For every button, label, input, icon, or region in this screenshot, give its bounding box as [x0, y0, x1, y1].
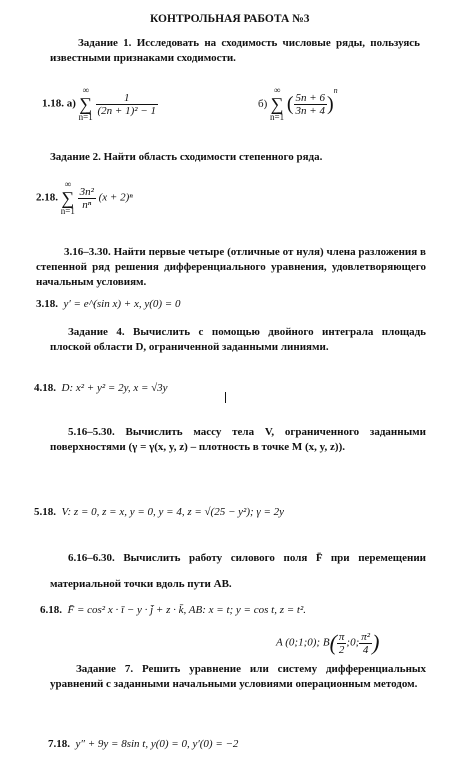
task6-points: A (0;1;0); B( $\frac{\pi}{2}$ ;0; $\frac{\text{π²}}{4}$ ) [276, 630, 380, 656]
task1-b: б) ∞ ∑ n=1 ( $\frac{5n + 6}{3n + 4}$ )$^n$ [258, 85, 338, 123]
task5-text: 5.16–5.30. Вычислить массу тела V, ограниченного заданными поверхностями (γ = γ(x, y, z) – плотность в точке M (x, y, z)). [50, 426, 426, 453]
task7-equation: 7.18. y″ + 9y = 8sin t, y(0) = 0, y′(0) = −2 [48, 738, 239, 750]
task5-equation: 5.18. V: z = 0, z = x, y = 0, y = 4, z = √(25 − y²); γ = 2y [34, 506, 285, 518]
sum-sign-icon: ∞ ∑ n=1 [60, 179, 75, 216]
task4-text: Задание 4. Вычислить с помощью двойного интеграла площадь плоской области D, ограниченной заданными линиями. [50, 326, 426, 353]
task6-equation: 6.18. F̄ = cos² x · ī − y · j̄ + z · k̄, AB: x = t; y = cos t, z = t². [40, 604, 306, 616]
task1-a: 1.18. а) ∞ ∑ n=1 $\frac{1}{\text{(2n + 1)² − 1}}$ [42, 85, 156, 122]
sum-sign-icon: ∞ ∑ n=1 [270, 85, 285, 123]
page-title: КОНТРОЛЬНАЯ РАБОТА №3 [150, 13, 310, 25]
task3-text: 3.16–3.30. Найти первые четыре (отличные от нуля) члена разложения в степенной ряд решения дифференциального уравнения, удовлетворяющего начальным условиям. [36, 246, 426, 288]
task1-text: Задание 1. Исследовать на сходимость числовые ряды, пользуясь известными признаками сходимости. [50, 37, 420, 64]
text-cursor [225, 392, 226, 403]
task3-equation: 3.18. y′ = e^(sin x) + x, y(0) = 0 [36, 298, 181, 310]
task6-text: 6.16–6.30. Вычислить работу силового поля F̄ при перемещении материальной точки вдоль пути AB. [50, 552, 426, 590]
sum-sign-icon: ∞ ∑ n=1 [78, 85, 93, 122]
task2-series: 2.18. ∞ ∑ n=1 $\frac{\text{3n²}}{\text{nⁿ}}$ (x + 2)ⁿ [36, 179, 133, 216]
task2-text: Задание 2. Найти область сходимости степенного ряда. [50, 151, 323, 163]
task4-equation: 4.18. D: x² + y² = 2y, x = √3y [34, 382, 168, 394]
task7-text: Задание 7. Решить уравнение или систему дифференциальных уравнений с заданными начальными условиями операционным методом. [50, 663, 426, 690]
